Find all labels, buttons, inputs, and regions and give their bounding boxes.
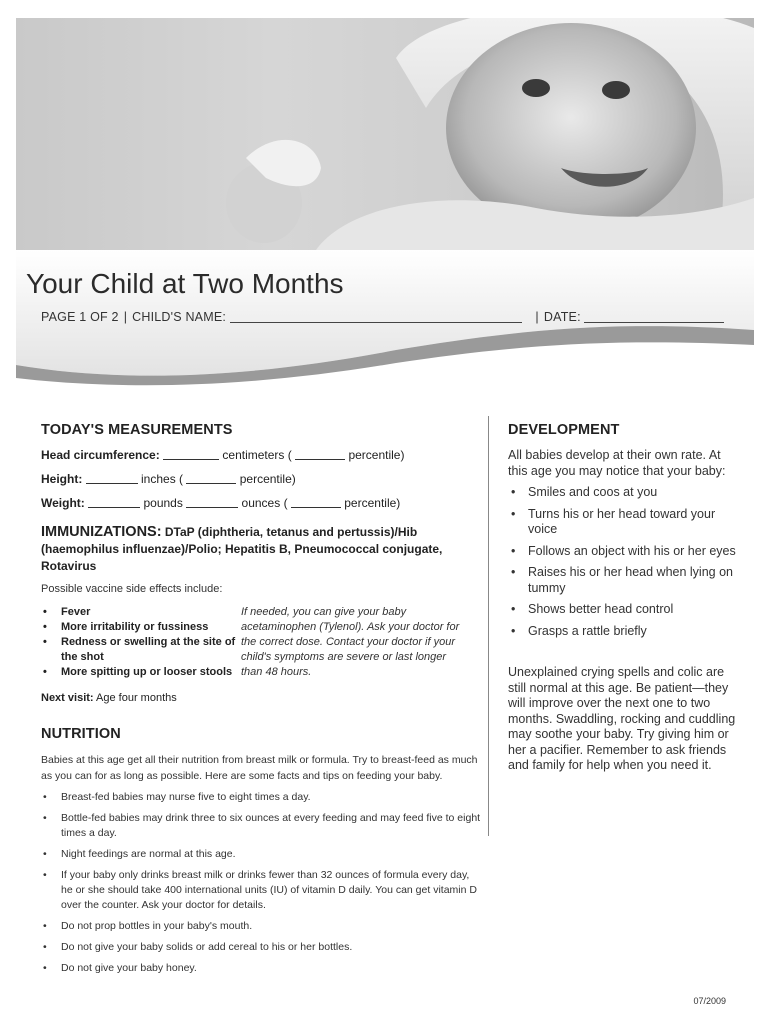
date-field[interactable] (584, 310, 724, 323)
head-label: Head circumference: (41, 448, 160, 462)
header-meta: PAGE 1 OF 2 | CHILD'S NAME: | DATE: (41, 310, 724, 324)
head-percentile-field[interactable] (295, 448, 345, 460)
side-effects-intro: Possible vaccine side effects include: (41, 583, 223, 595)
immunizations-heading: IMMUNIZATIONS: (41, 524, 162, 540)
head-row: Head circumference: centimeters ( percentile) (41, 448, 405, 462)
page-title: Your Child at Two Months (26, 268, 344, 299)
next-visit-label: Next visit: (41, 692, 94, 704)
list-item: • Raises his or her head when lying on tummy (508, 565, 738, 596)
height-percentile-field[interactable] (186, 472, 236, 484)
weight-row: Weight: pounds ounces ( percentile) (41, 496, 401, 510)
baby-photo-illustration (16, 18, 754, 250)
weight-label: Weight: (41, 496, 85, 510)
measurements-heading: TODAY'S MEASUREMENTS (41, 422, 233, 438)
date-label: DATE: (543, 310, 581, 324)
childs-name-field[interactable] (230, 310, 522, 323)
weight-pounds-field[interactable] (88, 496, 140, 508)
height-unit: inches (141, 472, 176, 486)
list-item: • Do not give your baby solids or add cereal to his or her bottles. (41, 940, 481, 955)
list-item: • Do not prop bottles in your baby's mouth. (41, 919, 481, 934)
list-item: • Bottle-fed babies may drink three to six ounces at every feeding and may feed five to eight times a day. (41, 811, 481, 841)
head-value-field[interactable] (163, 448, 219, 460)
list-item: • Do not give your baby honey. (41, 961, 481, 976)
list-item: • More irritability or fussiness (41, 620, 241, 635)
next-visit (41, 692, 481, 704)
weight-percentile-field[interactable] (291, 496, 341, 508)
immunizations-section (41, 524, 481, 704)
list-item: • Shows better head control (508, 602, 738, 618)
list-item: • Follows an object with his or her eyes (508, 544, 738, 560)
weight-ounces-field[interactable] (186, 496, 238, 508)
vaccine-list: DTaP (diphtheria, tetanus and pertussis)/Hib (haemophilus influenzae)/Polio; Hepatitis B, Pneumococcal conjugate, Rotavirus (41, 525, 443, 573)
side-effects-wrap (41, 605, 481, 680)
development-list (508, 485, 738, 639)
page-number: PAGE 1 OF 2 (41, 310, 119, 324)
baby-photo (16, 18, 754, 250)
list-item: • Redness or swelling at the site of the shot (41, 635, 241, 665)
weight-percentile-label: percentile) (344, 496, 401, 510)
left-column (41, 422, 481, 704)
list-item: • Smiles and coos at you (508, 485, 738, 501)
height-label: Height: (41, 472, 83, 486)
height-row: Height: inches ( percentile) (41, 472, 296, 486)
development-intro: All babies develop at their own rate. At this age you may notice that your baby: (508, 448, 726, 478)
list-item: • Grasps a rattle briefly (508, 624, 738, 640)
nutrition-list (41, 790, 481, 976)
colic-paragraph: Unexplained crying spells and colic are still normal at this age. Be patient—they will improve over the next one to two months. Swaddling, rocking and cuddling may soothe your baby. Try giving him or her a pacifier. Remember to ask friends and family for help when you need it. (508, 665, 736, 772)
height-value-field[interactable] (86, 472, 138, 484)
list-item: • Breast-fed babies may nurse five to eight times a day. (41, 790, 481, 805)
list-item: • Night feedings are normal at this age. (41, 847, 481, 862)
column-divider (488, 416, 489, 836)
immunizations-block (41, 524, 481, 575)
list-item: • Turns his or her head toward your voice (508, 507, 738, 538)
list-item: • More spitting up or looser stools (41, 665, 241, 680)
head-percentile-label: percentile) (348, 448, 405, 462)
development-heading: DEVELOPMENT (508, 422, 620, 438)
nutrition-section (41, 726, 481, 982)
development-section (508, 422, 738, 780)
revision-date: 07/2009 (693, 996, 726, 1006)
list-item: • If your baby only drinks breast milk or drinks fewer than 32 ounces of formula every day, he or she should take 400 international units (IU) of vitamin D daily. You can get vitamin D over the counter. Ask your doctor for details. (41, 868, 481, 913)
weight-unit-pounds: pounds (143, 496, 183, 510)
weight-unit-ounces: ounces (241, 496, 281, 510)
head-unit: centimeters (222, 448, 285, 462)
acetaminophen-note: If needed, you can give your baby acetaminophen (Tylenol). Ask your doctor for the correct dose. Contact your doctor if your child's symptoms are severe or last longer than 48 hours. (241, 606, 460, 678)
nutrition-heading: NUTRITION (41, 726, 121, 742)
list-item: • Fever (41, 605, 241, 620)
childs-name-label: CHILD'S NAME: (132, 310, 227, 324)
side-effects-list (41, 605, 241, 680)
nutrition-intro: Babies at this age get all their nutrition from breast milk or formula. Try to breast-feed as much as you can for as long as possible. Here are some facts and tips on feeding your baby. (41, 754, 478, 782)
next-visit-value: Age four months (96, 692, 177, 704)
height-percentile-label: percentile) (239, 472, 296, 486)
